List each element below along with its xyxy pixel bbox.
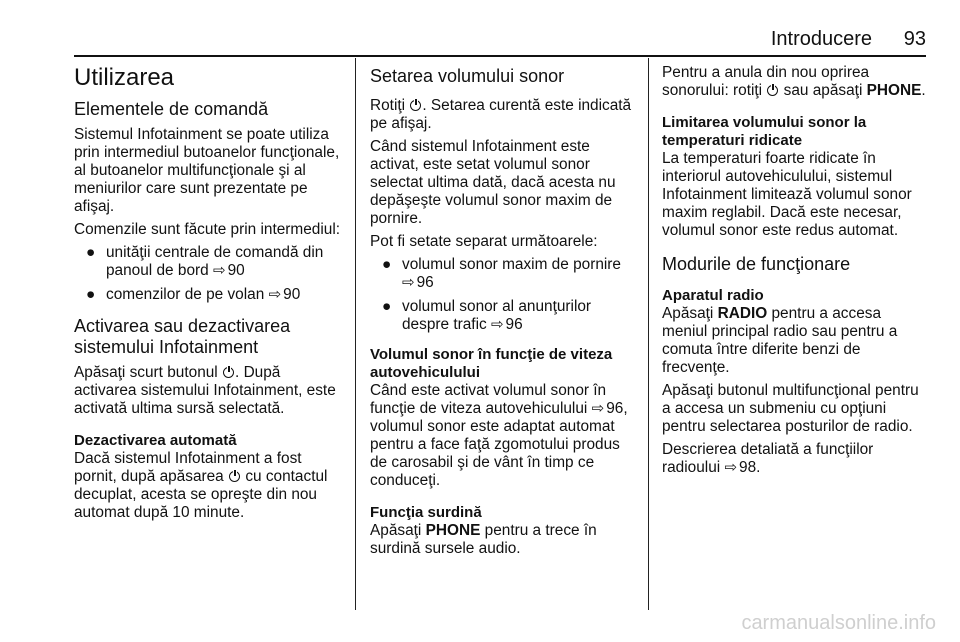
list-item-text: volumul sonor maxim de pornire [402, 256, 621, 273]
heading-radio: Aparatul radio [662, 287, 764, 304]
text: pentru a trece în surdină sursele audio. [370, 522, 597, 557]
page-reference[interactable]: 90 [283, 286, 301, 303]
page-reference-arrow-icon: ⇨ [402, 274, 415, 291]
power-knob-icon [767, 85, 778, 96]
heading-temperature: Limitarea volumului sonor la temperaturi ridicate [662, 114, 867, 149]
text: . Setarea curentă este indicată pe afişaj. [370, 97, 632, 132]
paragraph-speed-volume [370, 382, 638, 490]
list-item-text: unităţii centrale de comandă din panoul de bord [106, 244, 324, 279]
bullet-icon: ● [86, 286, 96, 303]
page-reference-arrow-icon: ⇨ [212, 262, 226, 279]
text: pentru a accesa meniul principal radio sau pentru a comuta între diferite benzi de frecvenţe. [662, 305, 898, 376]
bullet-icon: ● [382, 256, 392, 273]
paragraph-description [662, 441, 928, 477]
paragraph-radio [662, 305, 928, 377]
column-3 [662, 64, 928, 482]
bullet-icon: ● [382, 298, 392, 315]
heading-operation: Utilizarea [74, 64, 175, 91]
page-reference[interactable]: 96 [505, 316, 523, 333]
heading-on-off: Activarea sau dezactivarea sistemului Infotainment [74, 316, 291, 357]
header-rule [74, 55, 926, 57]
column-2 [370, 64, 638, 563]
text: Când este activat volumul sonor în funcţie de viteza autovehiculului [370, 382, 607, 417]
text: Pentru a anula din nou oprirea sonorului: rotiţi [662, 64, 870, 99]
page-reference-arrow-icon: ⇨ [724, 459, 738, 476]
page-reference-arrow-icon: ⇨ [268, 286, 282, 303]
phone-key-label: PHONE [866, 82, 922, 99]
text: Descrierea detaliată a funcţiilor radioului [662, 441, 874, 476]
column-1 [74, 64, 346, 527]
paragraph-separate: Pot fi setate separat următoarele: [370, 233, 598, 250]
page-reference[interactable]: 90 [227, 262, 245, 279]
paragraph-auto-off [74, 450, 346, 522]
list-item [370, 298, 638, 334]
text: sau apăsaţi [783, 82, 863, 99]
power-knob-icon [223, 367, 234, 378]
section-title: Introducere [770, 28, 872, 50]
paragraph-controls: Sistemul Infotainment se poate utiliza prin intermediul butoanelor funcţionale, al butoanelor multifuncţionale şi al meniurilor care sunt prezentate pe afişaj. [74, 126, 340, 215]
power-knob-icon [229, 471, 240, 482]
paragraph-cancel-mute [662, 64, 928, 100]
power-knob-icon [410, 100, 421, 111]
text: Apăsaţi [370, 522, 422, 539]
heading-auto-off: Dezactivarea automată [74, 432, 237, 449]
text: . [756, 459, 761, 476]
text: Apăsaţi [662, 305, 714, 322]
page-reference[interactable]: 96 [606, 400, 624, 417]
list-item [370, 256, 638, 292]
list-item [74, 244, 346, 280]
heading-mute: Funcţia surdină [370, 504, 482, 521]
text: . După activarea sistemului Infotainment, este activată ultima sursă selectată. [74, 364, 336, 417]
page-number: 93 [903, 28, 926, 50]
paragraph-multifunction: Apăsaţi butonul multifuncţional pentru a accesa un submeniu cu opţiuni pentru selectarea posturilor de radio. [662, 382, 919, 435]
column-divider-1 [355, 58, 356, 610]
paragraph-commands: Comenzile sunt făcute prin intermediul: [74, 221, 341, 238]
text: , volumul sonor este adaptat automat pentru a face faţă zgomotului produs de carosabil şi de vânt în timp ce conduceţi. [370, 400, 628, 489]
page-reference[interactable]: 96 [416, 274, 434, 291]
page-reference-arrow-icon: ⇨ [591, 400, 605, 417]
volume-list [370, 256, 638, 334]
paragraph-mute [370, 522, 638, 558]
commands-list [74, 244, 346, 304]
text: cu contactul decuplat, acesta se opreşte din nou automat după 10 minute. [74, 468, 328, 521]
page-header [74, 28, 926, 56]
list-item-text: volumul sonor al anunţurilor despre trafic [402, 298, 592, 333]
text: Apăsaţi scurt butonul [74, 364, 218, 381]
heading-modes: Modurile de funcţionare [662, 254, 851, 274]
list-item [74, 286, 346, 304]
watermark: carmanualsonline.info [741, 612, 936, 634]
page-reference[interactable]: 98 [739, 459, 757, 476]
phone-key-label: PHONE [425, 522, 481, 539]
heading-controls: Elementele de comandă [74, 99, 269, 119]
text: . [921, 82, 926, 99]
radio-key-label: RADIO [717, 305, 768, 322]
heading-volume: Setarea volumului sonor [370, 66, 565, 86]
list-item-text: comenzilor de pe volan [106, 286, 265, 303]
paragraph-temperature: La temperaturi foarte ridicate în interiorul autovehiculului, sistemul Infotainment limitează volumul sonor maxim reglabil. Dacă este necesar, volumul sonor este redus automat. [662, 150, 912, 239]
heading-speed-volume: Volumul sonor în funcţie de viteza autovehiculului [370, 346, 613, 381]
text: Rotiţi [370, 97, 406, 114]
paragraph-on-off [74, 364, 346, 418]
bullet-icon: ● [86, 244, 96, 261]
column-divider-2 [648, 58, 649, 610]
page-reference-arrow-icon: ⇨ [490, 316, 504, 333]
text: Dacă sistemul Infotainment a fost pornit, după apăsarea [74, 450, 302, 485]
paragraph-rotate [370, 97, 638, 133]
paragraph-on-volume: Când sistemul Infotainment este activat, este setat volumul sonor selectat ultima dată, dacă acesta nu depăşeşte volumul sonor maxim de pornire. [370, 138, 616, 227]
